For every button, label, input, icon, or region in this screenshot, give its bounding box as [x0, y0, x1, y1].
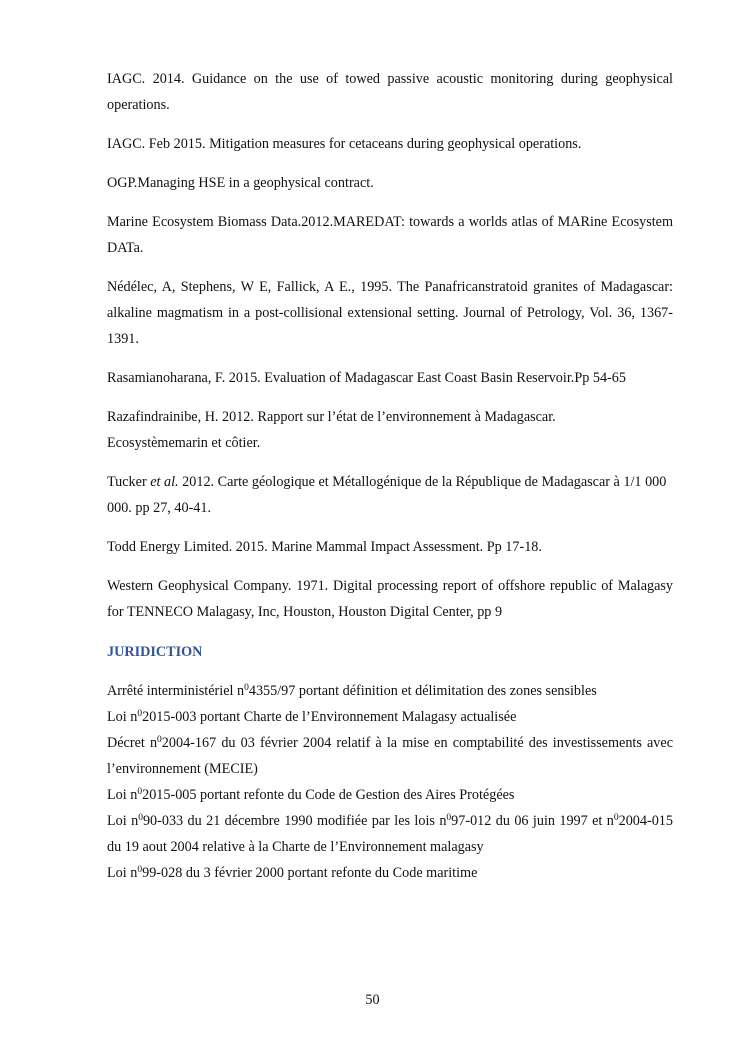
reference-entry: Nédélec, A, Stephens, W E, Fallick, A E., 1995. The Panafricanstratoid granites of Madagascar: alkaline magmatism in a post-collisional extensional setting. Journal of Petrology, Vol. 36, 1367-1391. — [107, 279, 673, 347]
reference-entry: Rasamianoharana, F. 2015. Evaluation of Madagascar East Coast Basin Reservoir.Pp 54-65 — [107, 370, 626, 386]
reference-line: Ecosystèmemarin et côtier. — [107, 435, 261, 451]
legislation-list — [107, 678, 673, 886]
law-entry — [107, 782, 673, 808]
reference-entry — [107, 469, 673, 521]
reference-text: 2012. Carte géologique et Métallogénique de la République de Madagascar à 1/1 000 000. pp 27, 40-41. — [107, 474, 667, 516]
law-entry — [107, 860, 673, 886]
law-entry — [107, 678, 673, 704]
reference-entry: IAGC. Feb 2015. Mitigation measures for cetaceans during geophysical operations. — [107, 136, 582, 152]
law-text: Loi n — [107, 787, 138, 803]
document-page — [107, 66, 673, 886]
law-text: Loi n — [107, 813, 139, 829]
law-entry — [107, 704, 673, 730]
law-text: 4355/97 portant définition et délimitation des zones sensibles — [248, 683, 597, 699]
reference-entry: Western Geophysical Company. 1971. Digital processing report of offshore republic of Malagasy for TENNECO Malagasy, Inc, Houston, Houston Digital Center, pp 9 — [107, 578, 673, 620]
law-superscript: 0 — [613, 813, 619, 823]
law-text: Loi n — [107, 865, 138, 881]
law-text: Arrêté interministériel n — [107, 683, 245, 699]
law-superscript: 0 — [137, 865, 143, 875]
reference-entry — [107, 404, 673, 456]
reference-entry: Marine Ecosystem Biomass Data.2012.MAREDAT: towards a worlds atlas of MARine Ecosystem DATa. — [107, 214, 673, 256]
law-superscript: 0 — [244, 683, 249, 693]
reference-entry: OGP.Managing HSE in a geophysical contract. — [107, 175, 374, 191]
reference-entry: IAGC. 2014. Guidance on the use of towed passive acoustic monitoring during geophysical operations. — [107, 71, 673, 113]
reference-line: Razafindrainibe, H. 2012. Rapport sur l’état de l’environnement à Madagascar. — [107, 409, 556, 425]
law-text: Décret n — [107, 735, 158, 751]
law-text: 2004-167 du 03 février 2004 relatif à la mise en comptabilité des investissements avec l’environnement (MECIE) — [107, 735, 673, 777]
law-text: 2015-003 portant Charte de l’Environnement Malagasy actualisée — [142, 709, 517, 725]
law-superscript: 0 — [137, 787, 143, 797]
law-text: 2004-015 du 19 aout 2004 relative à la Charte de l’Environnement malagasy — [107, 813, 673, 855]
law-text: 99-028 du 3 février 2000 portant refonte du Code maritime — [142, 865, 478, 881]
reference-entry: Todd Energy Limited. 2015. Marine Mammal Impact Assessment. Pp 17-18. — [107, 539, 542, 555]
law-text: 2015-005 portant refonte du Code de Gestion des Aires Protégées — [142, 787, 515, 803]
law-superscript: 0 — [138, 813, 143, 823]
law-text: 97-012 du 06 juin 1997 et n — [451, 813, 614, 829]
law-entry — [107, 808, 673, 860]
law-superscript: 0 — [137, 709, 143, 719]
law-superscript: 0 — [157, 735, 162, 745]
law-text: Loi n — [107, 709, 138, 725]
reference-etal: et al. — [150, 474, 179, 490]
section-heading: JURIDICTION — [107, 644, 203, 660]
law-text: 90-033 du 21 décembre 1990 modifiée par les lois n — [142, 813, 447, 829]
reference-author: Tucker — [107, 474, 151, 490]
law-superscript: 0 — [446, 813, 452, 823]
page-number: 50 — [365, 992, 380, 1008]
bibliography-list — [107, 66, 673, 625]
law-entry — [107, 730, 673, 782]
